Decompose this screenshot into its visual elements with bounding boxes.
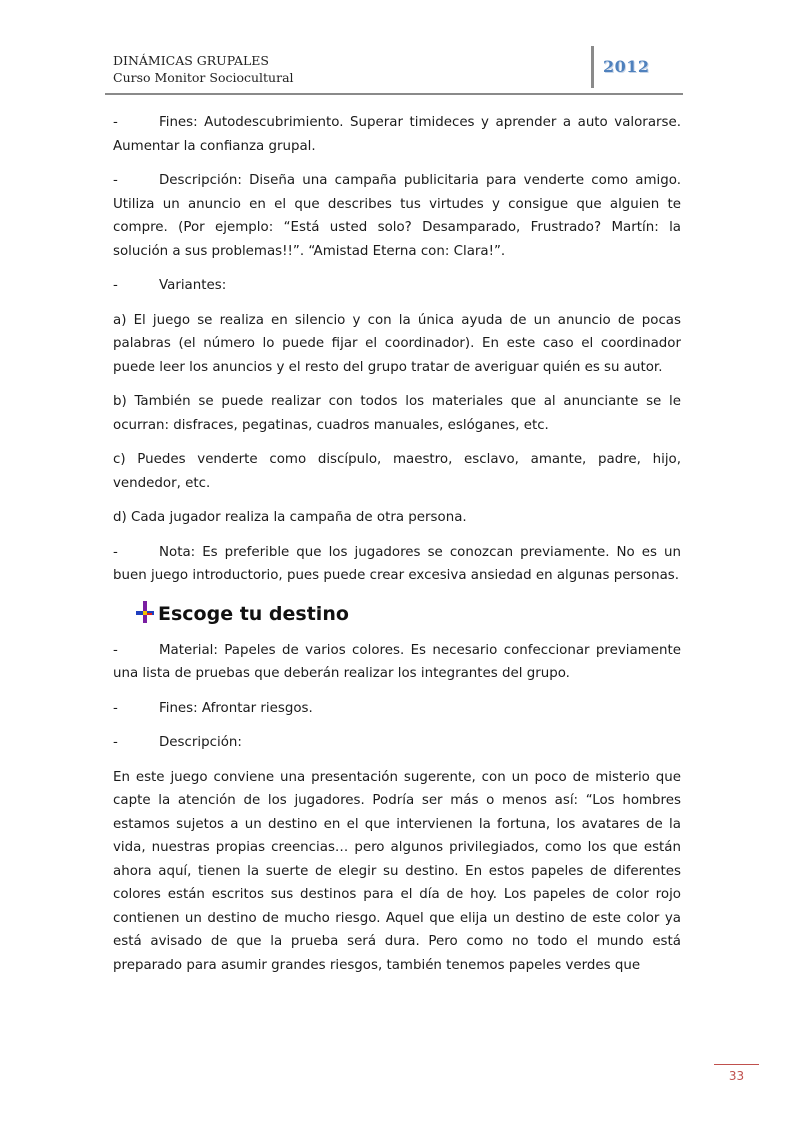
section-heading-text: Escoge tu destino [158,602,349,625]
list-dash: - [113,115,118,130]
paragraph-descripcion [113,169,681,263]
paragraph-text: Descripción: [159,735,242,750]
paragraph-text: Nota: Es preferible que los jugadores se conozcan previamente. No es un buen juego introductorio, pues puede crear excesiva ansiedad en algunas personas. [113,544,681,583]
paragraph-descripcion-2 [113,731,681,755]
header-title: DINÁMICAS GRUPALES [113,53,269,68]
page-header [113,52,682,93]
header-titles [113,52,294,86]
paragraph-variant-c: c) Puedes venderte como discípulo, maestro, esclavo, amante, padre, hijo, vendedor, etc. [113,452,681,491]
list-dash: - [113,173,118,188]
page-number: 33 [728,1069,745,1083]
paragraph-text: Fines: Afrontar riesgos. [159,700,313,716]
paragraph-text: Descripción: Diseña una campaña publicitaria para venderte como amigo. Utiliza un anuncio en el que describes tus virtudes y consigue que alguien te compre. (Por ejemplo: “Está usted solo? Desamparado, Frustrado? Martín: la solución a sus problemas!!”. “Amistad Eterna con: Clara!”. [113,173,681,259]
paragraph-variant-d: d) Cada jugador realiza la campaña de otra persona. [113,510,467,525]
paragraph-nota [113,541,681,588]
list-dash: - [113,642,118,658]
header-rule [105,93,683,95]
cross-bullet-icon [136,601,154,623]
paragraph-variantes [113,274,681,298]
paragraph-text: Material: Papeles de varios colores. Es necesario confeccionar previamente una lista de pruebas que deberán realizar los integrantes del grupo. [113,642,681,681]
paragraph-text: Fines: Autodescubrimiento. Superar timideces y aprender a auto valorarse. Aumentar la confianza grupal. [113,115,681,154]
paragraph-fines [113,111,681,158]
list-dash: - [113,700,118,716]
paragraph-material [113,639,681,686]
paragraph-variant-b: b) También se puede realizar con todos los materiales que al anunciante se le ocurran: disfraces, pegatinas, cuadros manuales, eslóganes, etc. [113,394,681,433]
header-year: 2012 [603,57,650,76]
header-divider [591,46,594,88]
paragraph-fines-2 [113,697,681,721]
list-dash: - [113,735,118,750]
paragraph-text: Variantes: [159,278,227,293]
section-heading [113,599,681,629]
footer-rule [714,1064,759,1065]
document-body [113,111,681,988]
list-dash: - [113,278,118,293]
list-dash: - [113,544,118,560]
header-subtitle: Curso Monitor Sociocultural [113,70,294,85]
paragraph-descripcion-body: En este juego conviene una presentación sugerente, con un poco de misterio que capte la atención de los jugadores. Podría ser más o menos así: “Los hombres estamos sujetos a un destino en el que intervienen la fortuna, los avatares de la vida, nuestras propias creencias… pero algunos privilegiados, como los que están ahora aquí, tienen la suerte de elegir su destino. En estos papeles de diferentes colores están escritos sus destinos para el día de hoy. Los papeles de color rojo contienen un destino de mucho riesgo. Aquel que elija un destino de este color ya está avisado de que la prueba será dura. Pero como no todo el mundo está preparado para asumir grandes riesgos, también tenemos papeles verdes que [113,769,681,973]
paragraph-variant-a: a) El juego se realiza en silencio y con la única ayuda de un anuncio de pocas palabras (el número lo puede fijar el coordinador). En este caso el coordinador puede leer los anuncios y el resto del grupo tratar de averiguar quién es su autor. [113,312,681,375]
